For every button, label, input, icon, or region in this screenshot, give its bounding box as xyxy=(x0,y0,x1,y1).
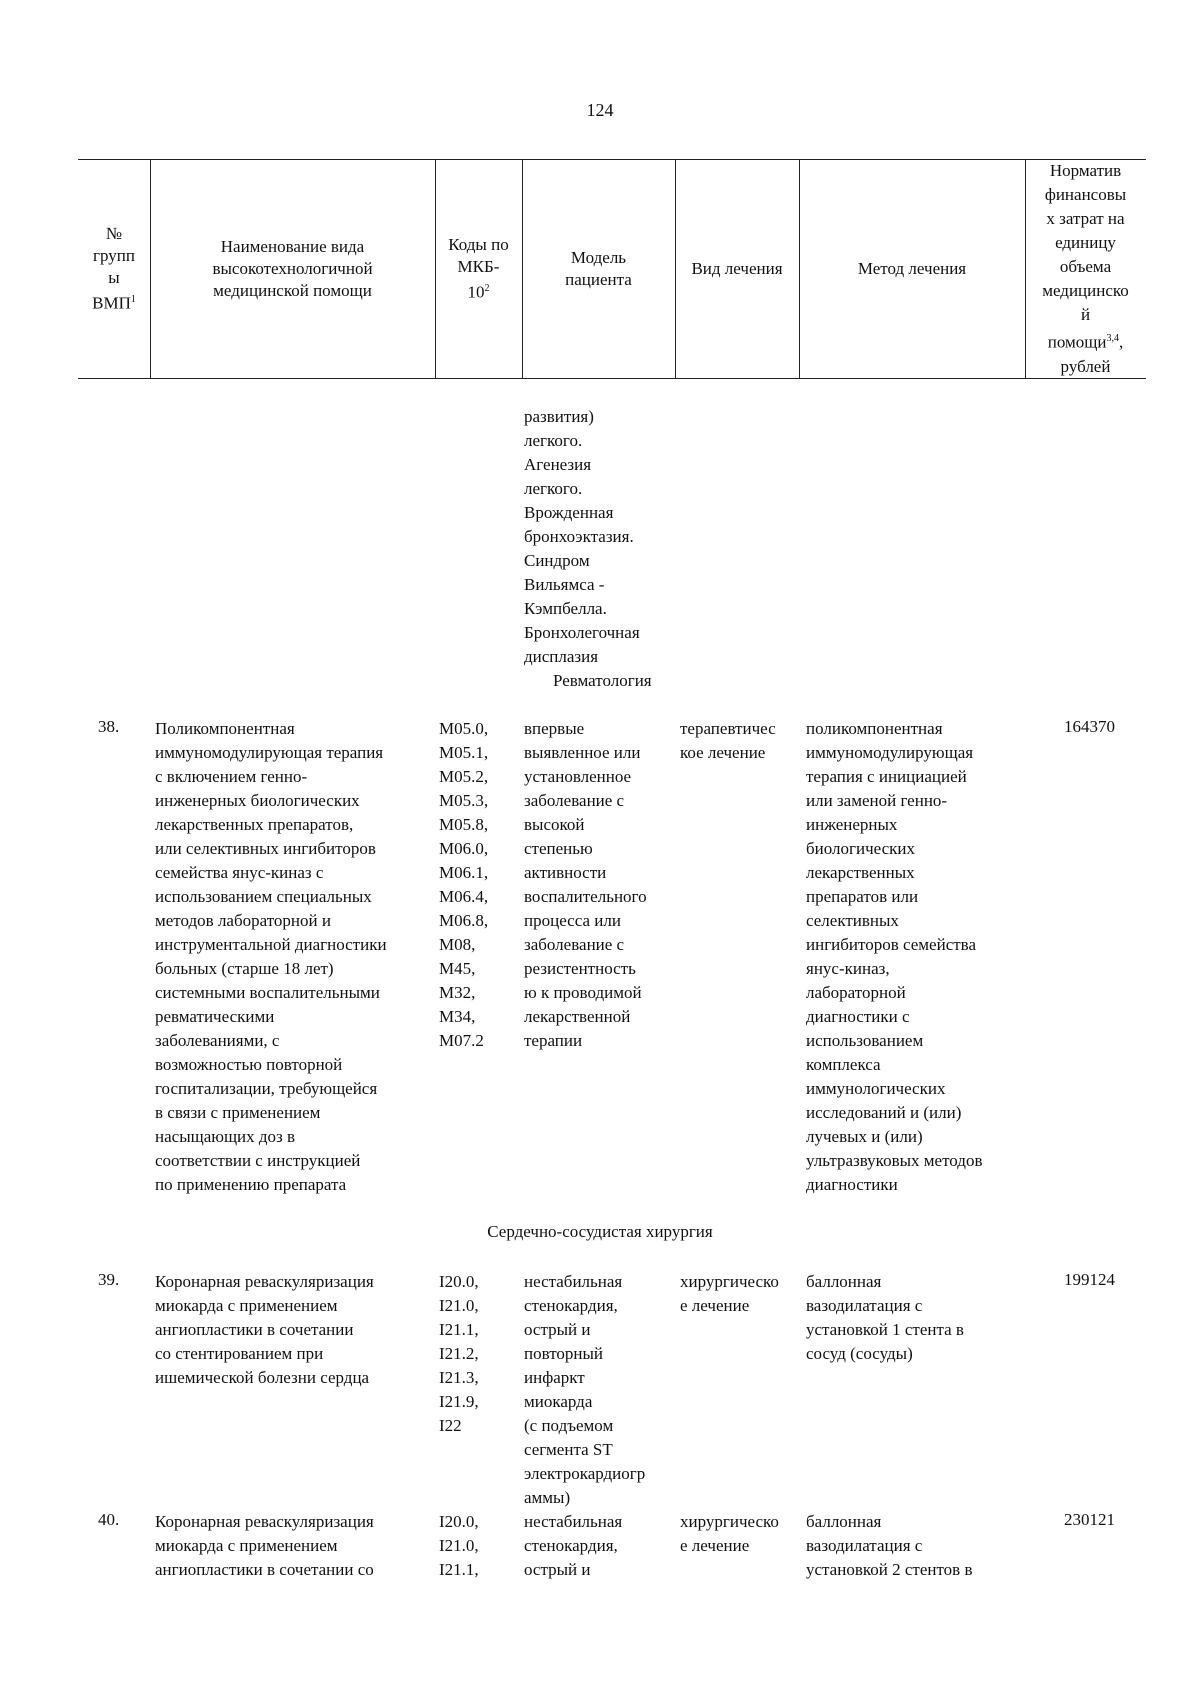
row-38-number: 38. xyxy=(98,717,120,736)
continuation-model: развития) легкого. Агенезия легкого. Врожденная бронхоэктазия. Синдром Вильямса - Кэмпбелла. Бронхолегочная дисплазия xyxy=(524,407,640,666)
row-39-name: Коронарная реваскуляризация миокарда с применением ангиопластики в сочетании со стентированием при ишемической болезни сердца xyxy=(155,1272,374,1387)
row-39-cost: 199124 xyxy=(1064,1270,1115,1289)
row-38-codes: M05.0, M05.1, M05.2, M05.3, M05.8, M06.0, M06.1, M06.4, M06.8, M08, M45, M32, M34, M07.2 xyxy=(439,719,489,1050)
row-39-model: нестабильная стенокардия, острый и повторный инфаркт миокарда (с подъемом сегмента ST электрокардиогр аммы) xyxy=(524,1272,646,1507)
table-header xyxy=(78,159,1146,379)
header-col-name: Наименование вида высокотехнологичной медицинской помощи xyxy=(212,237,373,300)
section-cardio: Сердечно-сосудистая хирургия xyxy=(487,1222,713,1241)
row-39-number: 39. xyxy=(98,1270,120,1289)
header-col-cost: Норматив финансовы х затрат на единицу объема медицинско й помощи$^{3,4}$, рублей xyxy=(1042,161,1129,376)
row-38-type: терапевтичес кое лечение xyxy=(680,719,776,762)
row-40-number: 40. xyxy=(98,1510,120,1529)
row-40-type: хирургическо е лечение xyxy=(680,1512,779,1555)
header-col-method: Метод лечения xyxy=(857,259,967,278)
header-col-group-number: № групп ы ВМП$^1$ xyxy=(92,224,136,313)
section-rheumatology: Ревматология xyxy=(553,671,652,690)
row-40-codes: I20.0, I21.0, I21.1, xyxy=(439,1512,479,1579)
row-40-cost: 230121 xyxy=(1064,1510,1115,1529)
row-38-model: впервые выявленное или установленное заболевание с высокой степенью активности воспалительного процесса или заболевание с резистентность ю к проводимой лекарственной терапии xyxy=(524,719,647,1050)
row-38-method: поликомпонентная иммуномодулирующая терапия с инициацией или заменой генно- инженерных биологических лекарственных препаратов или селективных ингибиторов семейства янус-киназ, лабораторной диагностики с использованием комплекса иммунологических исследований и (или) лучевых и (или) ультразвуковых методов диагностики xyxy=(806,719,983,1194)
row-39-method: баллонная вазодилатация с установкой 1 стента в сосуд (сосуды) xyxy=(806,1272,964,1363)
row-40-name: Коронарная реваскуляризация миокарда с применением ангиопластики в сочетании со xyxy=(155,1512,374,1579)
header-col-codes: Коды по МКБ- $10^2$ xyxy=(448,235,509,302)
header-col-model: Модель пациента xyxy=(565,248,632,289)
row-39-codes: I20.0, I21.0, I21.1, I21.2, I21.3, I21.9, I22 xyxy=(439,1272,479,1435)
row-40-method: баллонная вазодилатация с установкой 2 стентов в xyxy=(806,1512,973,1579)
header-col-type: Вид лечения xyxy=(691,259,783,278)
page-number: 124 xyxy=(586,100,614,120)
row-40-model: нестабильная стенокардия, острый и xyxy=(524,1512,623,1579)
row-38-name: Поликомпонентная иммуномодулирующая терапия с включением генно- инженерных биологических лекарственных препаратов, или селективных ингибиторов семейства янус-киназ с использованием специальных методов лабораторной и инструментальной диагностики больных (старше 18 лет) системными воспалительными ревматическими заболеваниями, с возможностью повторной госпитализации, требующейся в связи с применением насыщающих доз в соответствии с инструкцией по применению препарата xyxy=(155,719,387,1194)
row-38-cost: 164370 xyxy=(1064,717,1115,736)
row-39-type: хирургическо е лечение xyxy=(680,1272,779,1315)
